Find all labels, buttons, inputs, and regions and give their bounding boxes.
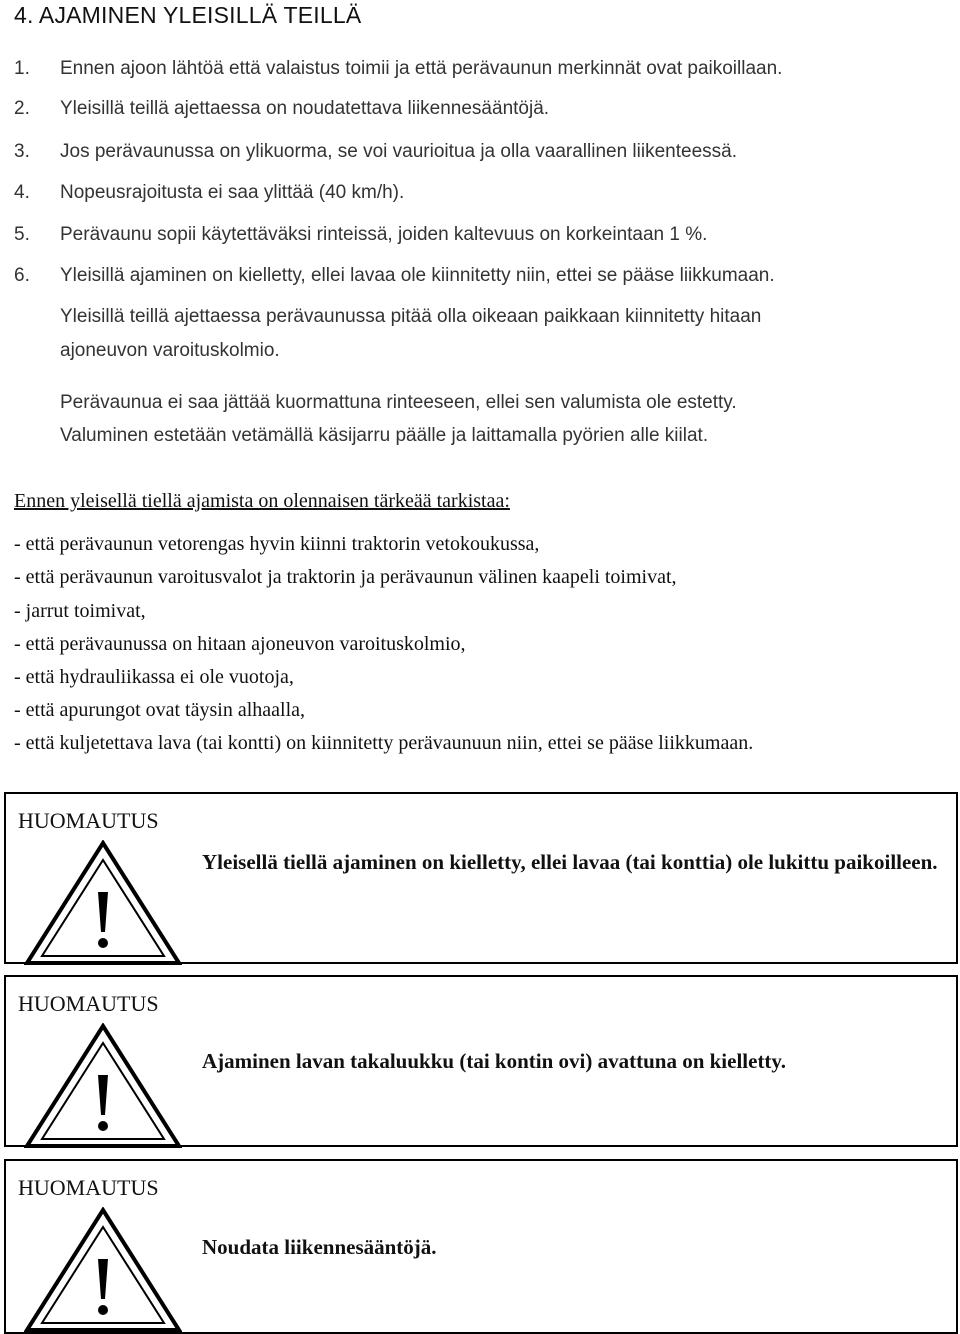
item-number: 1. [14, 58, 30, 79]
notice-title: HUOMAUTUS [18, 991, 159, 1016]
notice-box [4, 975, 958, 1147]
notice-box [4, 792, 958, 964]
checklist-item: - jarrut toimivat, [14, 600, 146, 622]
item-number: 4. [14, 182, 30, 203]
item-number: 3. [14, 141, 30, 162]
item-text: Ennen ajoon lähtöä että valaistus toimii ja että perävaunun merkinnät ovat paikoillaan. [60, 58, 783, 79]
notice-text: Yleisellä tiellä ajaminen on kielletty, ellei lavaa (tai konttia) ole lukittu paikoilleen. [202, 850, 938, 874]
notice-title: HUOMAUTUS [18, 808, 159, 833]
item-text: Yleisillä ajaminen on kielletty, ellei lavaa ole kiinnitetty niin, ettei se pääse liikkumaan. [60, 265, 775, 286]
notice-text: Ajaminen lavan takaluukku (tai kontin ovi) avattuna on kielletty. [202, 1049, 787, 1073]
item-text: Perävaunu sopii käytettäväksi rinteissä, joiden kaltevuus on korkeintaan 1 %. [60, 224, 708, 245]
paragraph-line: Valuminen estetään vetämällä käsijarru päälle ja laittamalla pyörien alle kiilat. [60, 425, 709, 446]
list-item [14, 98, 549, 120]
checklist-item: - että perävaunussa on hitaan ajoneuvon varoituskolmio, [14, 633, 466, 655]
list-item [14, 224, 707, 246]
list-item [14, 58, 782, 80]
checklist-item: - että perävaunun varoitusvalot ja traktorin ja perävaunun välinen kaapeli toimivat, [14, 566, 677, 588]
warning-triangle-icon [24, 1207, 182, 1333]
paragraph-line: ajoneuvon varoituskolmio. [60, 340, 280, 361]
checklist-item: - että perävaunun vetorengas hyvin kiinni traktorin vetokoukussa, [14, 533, 540, 555]
notice-title: HUOMAUTUS [18, 1175, 159, 1200]
item-text: Nopeusrajoitusta ei saa ylittää (40 km/h). [60, 182, 405, 203]
list-item [14, 141, 737, 163]
item-text: Yleisillä teillä ajettaessa on noudatettava liikennesääntöjä. [60, 98, 550, 119]
item-number: 2. [14, 98, 30, 119]
checklist-item: - että kuljetettava lava (tai kontti) on kiinnitetty perävaunuun niin, ettei se pääse liikkumaan. [14, 732, 754, 754]
item-text: Jos perävaunussa on ylikuorma, se voi vaurioitua ja olla vaarallinen liikenteessä. [60, 141, 737, 162]
paragraph-line: Perävaunua ei saa jättää kuormattuna rinteeseen, ellei sen valumista ole estetty. [60, 392, 737, 413]
item-number: 6. [14, 265, 30, 286]
list-item [14, 265, 775, 287]
notice-text: Noudata liikennesääntöjä. [202, 1235, 437, 1259]
checklist-item: - että hydrauliikassa ei ole vuotoja, [14, 666, 294, 688]
list-item [14, 182, 404, 204]
warning-triangle-icon [24, 840, 182, 966]
checklist-title: Ennen yleisellä tiellä ajamista on olennaisen tärkeää tarkistaa: [14, 490, 510, 512]
notice-box [4, 1159, 958, 1334]
section-heading: 4. AJAMINEN YLEISILLÄ TEILLÄ [14, 2, 362, 28]
paragraph-line: Yleisillä teillä ajettaessa perävaunussa pitää olla oikeaan paikkaan kiinnitetty hitaan [60, 306, 762, 327]
item-number: 5. [14, 224, 30, 245]
warning-triangle-icon [24, 1023, 182, 1149]
checklist-item: - että apurungot ovat täysin alhaalla, [14, 699, 306, 721]
